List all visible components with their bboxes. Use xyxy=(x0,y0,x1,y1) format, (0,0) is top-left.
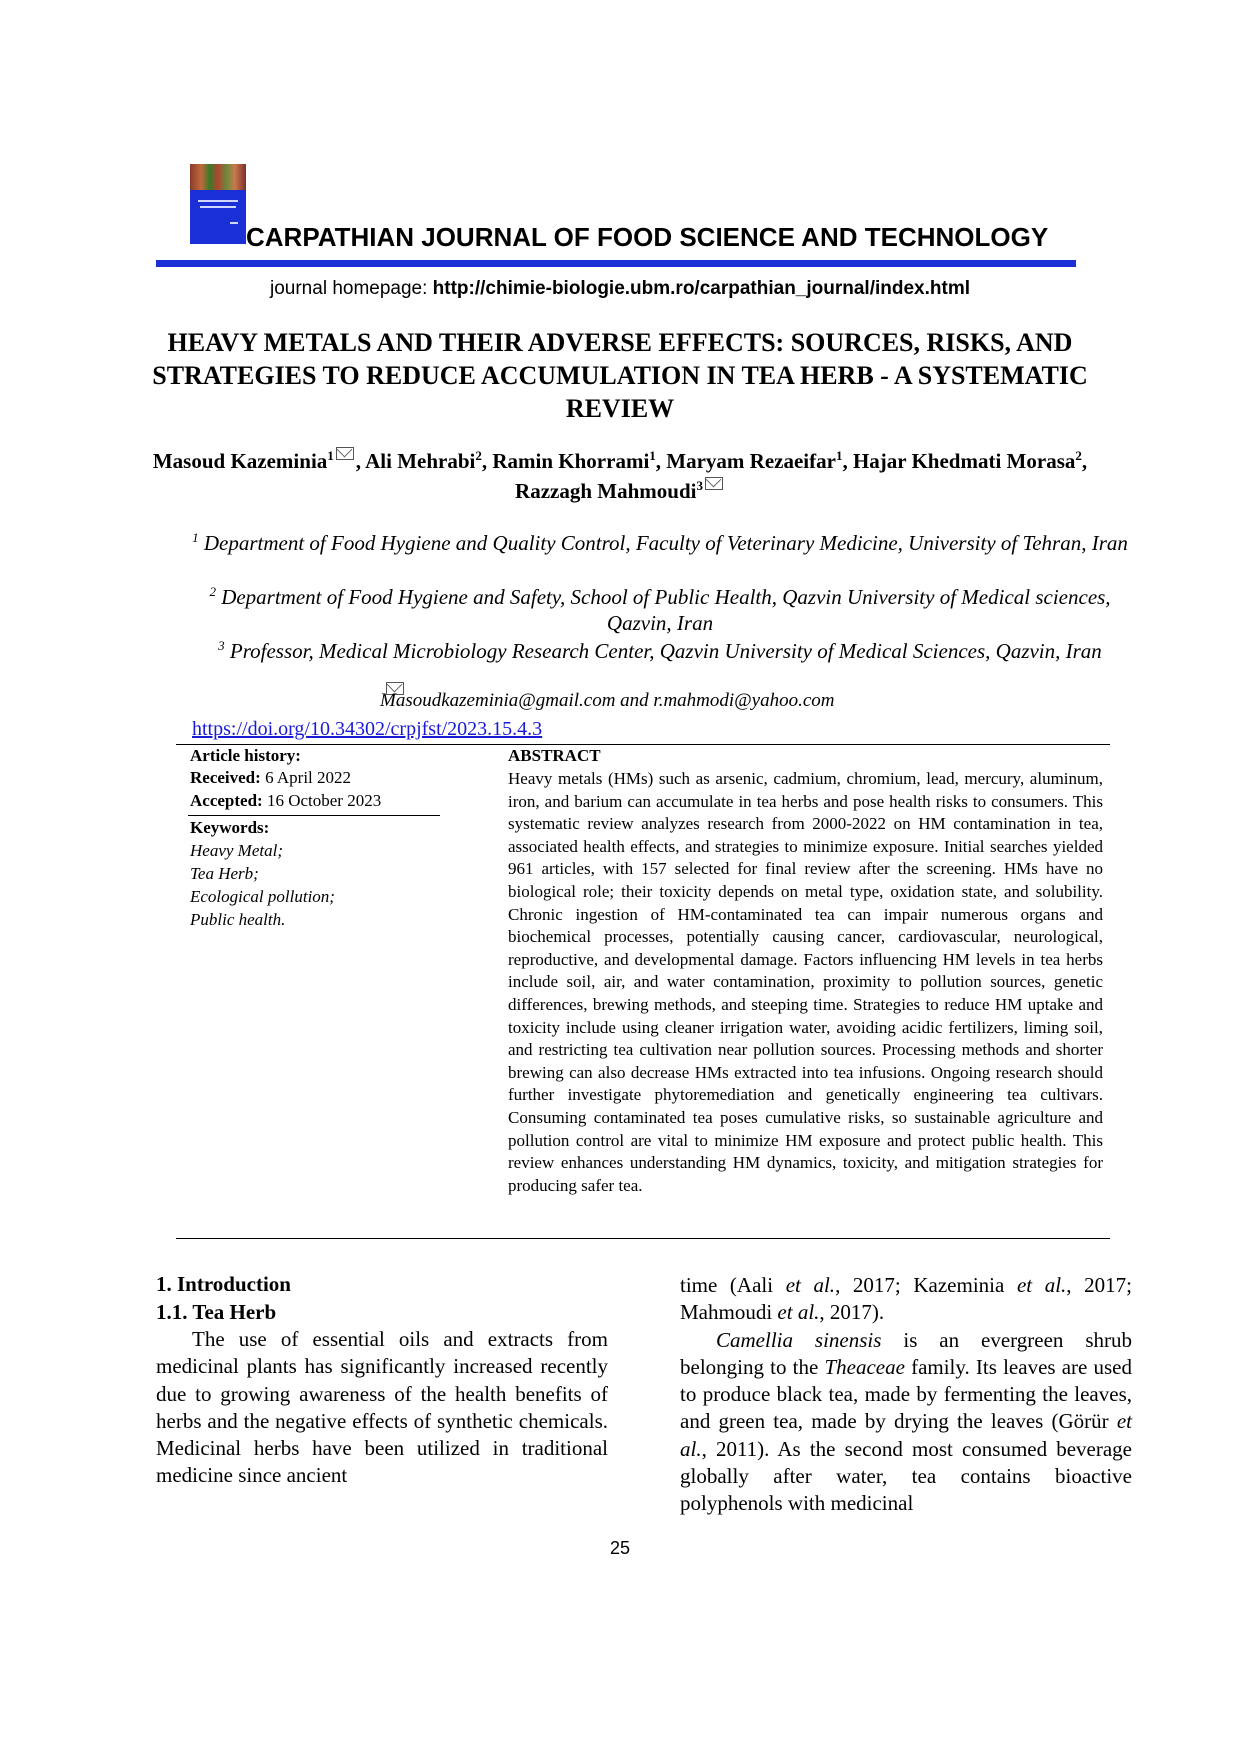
abstract-heading: ABSTRACT xyxy=(508,746,601,765)
homepage-link[interactable]: http://chimie-biologie.ubm.ro/carpathian_journal/index.html xyxy=(432,278,970,299)
envelope-icon xyxy=(336,447,354,460)
journal-name: CARPATHIAN JOURNAL OF FOOD SCIENCE AND TECHNOLOGY xyxy=(246,222,1049,252)
body-paragraph: Camellia sinensis is an evergreen shrub belonging to the Theaceae family. Its leaves are used to produce black tea, made by fermenting the leaves, and green tea, made by drying the leaves (Görür et al., 2011). As the second most consumed beverage globally after water, tea contains bioactive polyphenols with medicinal xyxy=(680,1327,1132,1516)
author-name: Ramin Khorrami xyxy=(492,449,650,473)
article-history-label: Article history: xyxy=(190,746,301,765)
abstract-text: Heavy metals (HMs) such as arsenic, cadmium, chromium, lead, mercury, aluminum, iron, and barium can accumulate in tea herbs and pose health risks to consumers. This systematic review analyzes research from 2000-2022 on HM contamination in tea, associated health effects, and strategies to minimize exposure. Initial searches yielded 961 articles, with 157 selected for final review after the screening. HMs have no biological role; their toxicity depends on metal type, oxidation state, and solubility. Chronic ingestion of HM-contaminated tea can impair numerous organs and biochemical processes, potentially causing cancer, cardiovascular, neurological, reproductive, and developmental damage. Factors influencing HM levels in tea herbs include soil, air, and water contamination, proximity to pollution sources, genetic differences, brewing methods, and steeping time. Strategies to reduce HM uptake and toxicity include using cleaner irrigation water, avoiding acidic fertilizers, liming soil, and restricting tea cultivation near pollution sources. Processing methods and shorter brewing can also decrease HMs extracted into tea infusions. Ongoing research should further investigate phytoremediation and genetically engineering tea cultivars. Consuming contaminated tea poses cumulative risks, so sustainable agriculture and pollution control are vital to minimize HM exposure and protect public health. This review enhances understanding HM dynamics, toxicity, and mitigation strategies for producing safer tea. xyxy=(508,769,1103,1195)
body-text: time (Aali et al., 2017; Kazeminia et al., 2017; Mahmoudi et al., 2017). xyxy=(680,1273,1132,1325)
subsection-heading: 1.1. Tea Herb xyxy=(156,1300,277,1324)
section-heading: 1. Introduction xyxy=(156,1272,291,1296)
keywords-label: Keywords: xyxy=(190,818,270,837)
keyword: Public health. xyxy=(190,910,286,929)
info-divider xyxy=(188,815,440,816)
author-name: Masoud Kazeminia xyxy=(152,449,328,473)
info-top-rule xyxy=(176,744,1110,745)
homepage-label: journal homepage: xyxy=(270,278,433,299)
affiliation-3: $^3$ Professor, Medical Microbiology Research Center, Qazvin University of Medical Sciences, Qazvin, Iran xyxy=(218,638,1102,663)
envelope-icon xyxy=(705,477,723,490)
accepted-date: Accepted: 16 October 2023 xyxy=(190,791,382,810)
author-name: Maryam Rezaeifar xyxy=(666,449,836,473)
author-name: Razzagh Mahmoudi xyxy=(515,479,697,503)
keyword: Heavy Metal; xyxy=(190,841,283,860)
author-name: Ali Mehrabi xyxy=(365,449,476,473)
journal-homepage xyxy=(0,278,1240,300)
received-date: Received: 6 April 2022 xyxy=(190,768,352,787)
doi-link[interactable]: https://doi.org/10.34302/crpjfst/2023.15.4.3 xyxy=(192,718,543,740)
journal-logo xyxy=(190,164,246,244)
keyword: Tea Herb; xyxy=(190,864,259,883)
header-rule xyxy=(156,260,1076,267)
body-paragraph: The use of essential oils and extracts from medicinal plants has significantly increased recently due to growing awareness of the health benefits of herbs and the negative effects of synthetic chemicals. Medicinal herbs have been utilized in traditional medicine since ancient xyxy=(156,1327,608,1488)
info-bottom-rule xyxy=(176,1238,1110,1239)
affiliation-1: $^1$ Department of Food Hygiene and Quality Control, Faculty of Veterinary Medicine, University of Tehran, Iran xyxy=(192,530,1128,555)
paper-title: HEAVY METALS AND THEIR ADVERSE EFFECTS: SOURCES, RISKS, AND STRATEGIES TO REDUCE ACCUMULATION IN TEA HERB - A SYSTEMATIC REVIEW xyxy=(152,328,1088,423)
body-column-2 xyxy=(680,1272,1132,1518)
contact-emails[interactable]: Masoudkazeminia@gmail.com and r.mahmodi@yahoo.com xyxy=(380,690,835,711)
author-name: Hajar Khedmati Morasa xyxy=(852,449,1076,473)
affiliation-2: $^2$ Department of Food Hygiene and Safety, School of Public Health, Qazvin University of Medical sciences, Qazvin, Iran xyxy=(209,584,1111,635)
keyword: Ecological pollution; xyxy=(190,887,335,906)
author-list: Masoud Kazeminia$^1$ , Ali Mehrabi$^2$, Ramin Khorrami$^1$, Maryam Rezaeifar$^1$, Hajar Khedmati Morasa$^2$, Razzagh Mahmoudi$^3$ xyxy=(152,448,1088,503)
page-number: 25 xyxy=(609,1538,631,1558)
